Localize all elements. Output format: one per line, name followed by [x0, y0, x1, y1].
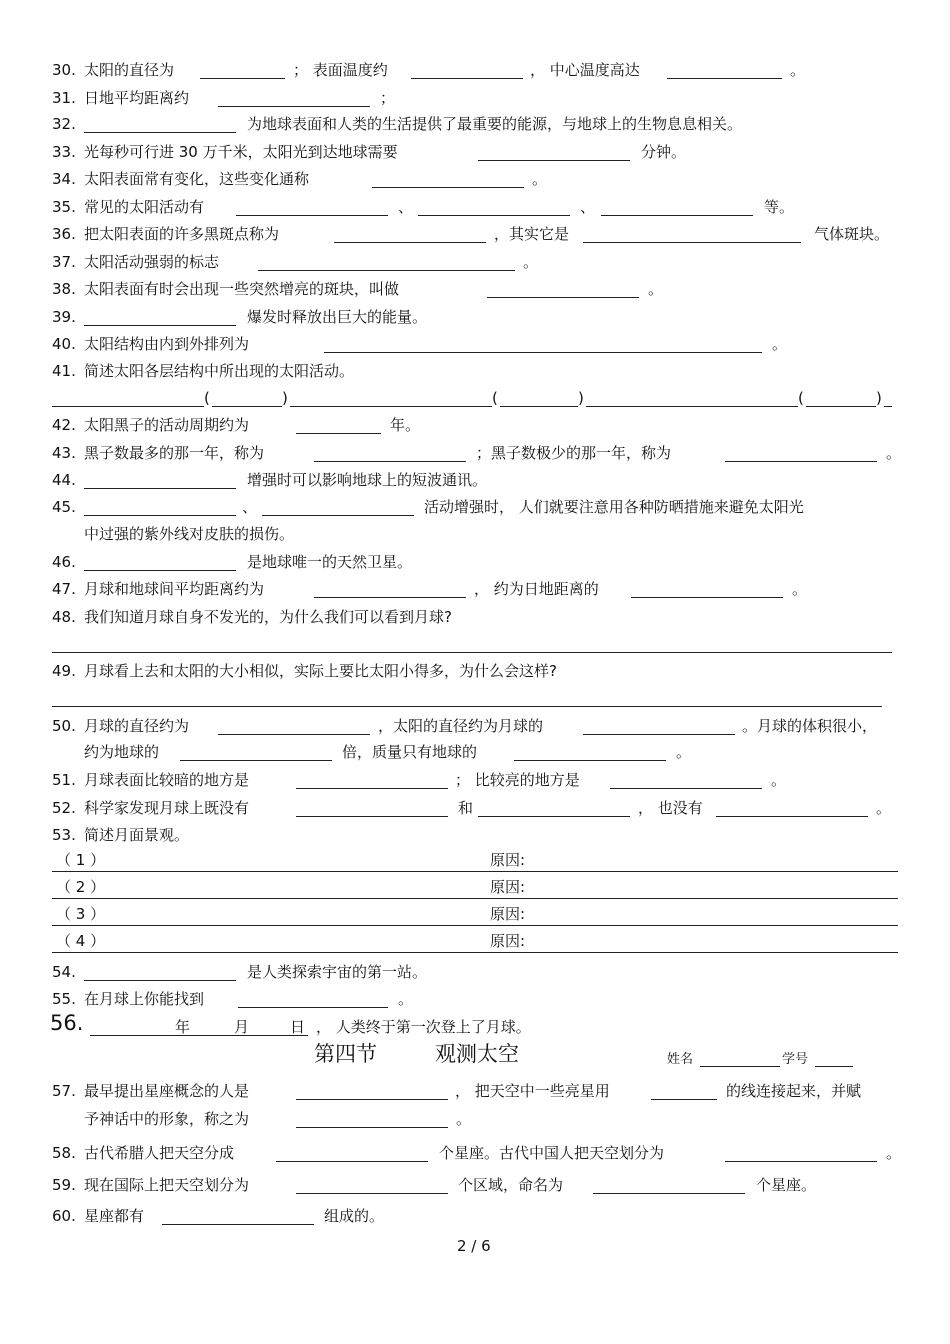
- question-number: 33.: [52, 143, 76, 161]
- question-41: [0, 362, 950, 380]
- question-text: 。: [532, 170, 548, 188]
- question-text: 组成的。: [324, 1207, 385, 1225]
- answer-blank[interactable]: [84, 570, 236, 571]
- question-text: 。月球的体积很小，: [742, 717, 878, 735]
- question-number: 40.: [52, 335, 76, 353]
- question-54: [0, 963, 950, 981]
- reason-label: 原因:: [490, 851, 526, 869]
- question-text: 月球和地球间平均距离约为: [84, 580, 265, 598]
- answer-blank[interactable]: [84, 980, 236, 981]
- question-text: 古代希腊人把天空分成: [84, 1144, 235, 1162]
- question-text: 个星座。: [756, 1176, 817, 1194]
- question-text: 常见的太阳活动有: [84, 198, 205, 216]
- answer-blank[interactable]: [296, 788, 448, 789]
- question-number: 57.: [52, 1082, 76, 1100]
- question-number: 37.: [52, 253, 76, 271]
- section-header: [0, 1042, 950, 1067]
- question-42: [0, 416, 950, 434]
- answer-blank[interactable]: [84, 325, 236, 326]
- question-text: ； 比较亮的地方是: [455, 771, 580, 789]
- question-number: 34.: [52, 170, 76, 188]
- question-52: [0, 799, 950, 817]
- question-text: 日地平均距离约: [84, 89, 190, 107]
- question-text: 、: [398, 198, 414, 216]
- question-number: 31.: [52, 89, 76, 107]
- answer-blank[interactable]: [212, 406, 282, 407]
- moon-feature-row: [0, 905, 950, 923]
- question-text: ， 人类终于第一次登上了月球。: [316, 1018, 531, 1036]
- question-text: 。: [648, 280, 664, 298]
- question-text: 太阳的直径为: [84, 61, 175, 79]
- question-43: [0, 444, 950, 462]
- question-number: 38.: [52, 280, 76, 298]
- page-footer: [0, 1237, 950, 1255]
- question-46: [0, 553, 950, 571]
- paren: (: [798, 389, 804, 407]
- question-text: 。: [523, 253, 539, 271]
- question-number: 39.: [52, 308, 76, 326]
- question-50-cont: [0, 743, 950, 761]
- paren: (: [492, 389, 498, 407]
- reason-label: 原因:: [490, 932, 526, 950]
- answer-blank[interactable]: [884, 406, 892, 407]
- answer-blank[interactable]: [610, 788, 762, 789]
- paren: ): [876, 389, 882, 407]
- question-text: 星座都有: [84, 1207, 145, 1225]
- question-text: 。: [676, 743, 692, 761]
- question-text: 现在国际上把天空划分为: [84, 1176, 250, 1194]
- question-text: 中过强的紫外线对皮肤的损伤。: [84, 525, 295, 543]
- answer-blank[interactable]: [258, 270, 515, 271]
- row-label: （ 3 ）: [56, 905, 106, 923]
- question-44: [0, 471, 950, 489]
- question-text: 太阳表面常有变化，这些变化通称: [84, 170, 310, 188]
- answer-blank[interactable]: [296, 1193, 448, 1194]
- question-number: 52.: [52, 799, 76, 817]
- question-text: ， 约为日地距离的: [474, 580, 599, 598]
- question-text: 黑子数最多的那一年，称为: [84, 444, 265, 462]
- question-text: 科学家发现月球上既没有: [84, 799, 250, 817]
- question-56: [0, 1011, 950, 1036]
- question-text: 为地球表面和人类的生活提供了最重要的能源，与地球上的生物息息相关。: [247, 115, 743, 133]
- question-text: 活动增强时， 人们就要注意用各种防晒措施来避免太阳光: [424, 498, 804, 516]
- question-32: [0, 115, 950, 133]
- paren: (: [204, 389, 210, 407]
- question-31: [0, 89, 950, 107]
- question-45-cont: [0, 525, 950, 543]
- question-text: 、: [242, 498, 258, 516]
- question-text: 分钟。: [641, 143, 687, 161]
- question-number: 50.: [52, 717, 76, 735]
- question-number: 44.: [52, 471, 76, 489]
- section-title: 第四节: [314, 1042, 377, 1066]
- question-text: 。: [886, 1144, 902, 1162]
- answer-blank[interactable]: [218, 734, 370, 735]
- question-text: 增强时可以影响地球上的短波通讯。: [247, 471, 488, 489]
- month-label: 月: [234, 1018, 250, 1036]
- answer-blank[interactable]: [314, 461, 466, 462]
- question-40: [0, 335, 950, 353]
- question-text: ；黑子数极少的那一年，称为: [476, 444, 672, 462]
- row-label: （ 4 ）: [56, 932, 106, 950]
- paren: ): [578, 389, 584, 407]
- question-text: 。: [886, 444, 902, 462]
- question-59: [0, 1176, 950, 1194]
- question-text: 。: [876, 799, 892, 817]
- answer-line[interactable]: [52, 952, 898, 953]
- question-text: 。: [772, 335, 788, 353]
- row-label: （ 2 ）: [56, 878, 106, 896]
- answer-blank[interactable]: [296, 1099, 448, 1100]
- question-text: 。: [456, 1110, 472, 1128]
- question-text: 把太阳表面的许多黑斑点称为: [84, 225, 280, 243]
- answer-line[interactable]: [52, 925, 898, 926]
- question-55: [0, 990, 950, 1008]
- answer-line[interactable]: [52, 871, 898, 872]
- question-number: 45.: [52, 498, 76, 516]
- question-50: [0, 717, 950, 735]
- question-49: [0, 662, 950, 680]
- answer-blank[interactable]: [236, 215, 388, 216]
- answer-line[interactable]: [52, 706, 882, 707]
- question-number: 47.: [52, 580, 76, 598]
- question-text: 我们知道月球自身不发光的，为什么我们可以看到月球?: [84, 608, 452, 626]
- answer-blank[interactable]: [162, 1224, 314, 1225]
- row-label: （ 1 ）: [56, 851, 106, 869]
- question-48: [0, 608, 950, 626]
- answer-blank[interactable]: [487, 297, 639, 298]
- moon-feature-row: [0, 851, 950, 869]
- question-35: [0, 198, 950, 216]
- question-text: 约为地球的: [84, 743, 160, 761]
- question-text: 、: [580, 198, 596, 216]
- question-text: 光每秒可行进 30 万千米，太阳光到达地球需要: [84, 143, 398, 161]
- question-34: [0, 170, 950, 188]
- question-36: [0, 225, 950, 243]
- question-number: 46.: [52, 553, 76, 571]
- answer-blank[interactable]: [262, 515, 414, 516]
- answer-blank[interactable]: [296, 433, 381, 434]
- answer-line[interactable]: [52, 898, 898, 899]
- moon-feature-row: [0, 932, 950, 950]
- question-text: 月球的直径约为: [84, 717, 190, 735]
- answer-blank[interactable]: [583, 734, 735, 735]
- question-47: [0, 580, 950, 598]
- question-30: [0, 61, 950, 79]
- answer-blank[interactable]: [84, 515, 236, 516]
- question-text: ， 也没有: [638, 799, 703, 817]
- question-41-answers: [0, 389, 950, 407]
- answer-blank[interactable]: [667, 78, 782, 79]
- answer-blank[interactable]: [514, 760, 666, 761]
- question-number: 35.: [52, 198, 76, 216]
- answer-blank[interactable]: [314, 597, 466, 598]
- question-text: 的线连接起来，并赋: [726, 1082, 862, 1100]
- answer-blank[interactable]: [601, 215, 753, 216]
- question-text: 予神话中的形象，称之为: [84, 1110, 250, 1128]
- answer-blank[interactable]: [180, 760, 332, 761]
- answer-blank[interactable]: [478, 160, 630, 161]
- question-text: 是地球唯一的天然卫星。: [247, 553, 413, 571]
- question-number: 51.: [52, 771, 76, 789]
- answer-blank[interactable]: [725, 1161, 877, 1162]
- answer-blank[interactable]: [296, 816, 448, 817]
- page-number: 2 / 6: [457, 1237, 491, 1255]
- question-33: [0, 143, 950, 161]
- answer-blank[interactable]: [478, 816, 630, 817]
- question-text: 倍，质量只有地球的: [342, 743, 478, 761]
- question-text: 。: [771, 771, 787, 789]
- question-text: 最早提出星座概念的人是: [84, 1082, 250, 1100]
- reason-label: 原因:: [490, 905, 526, 923]
- answer-blank[interactable]: [593, 1193, 745, 1194]
- question-number: 59.: [52, 1176, 76, 1194]
- question-text: ；: [380, 89, 396, 107]
- answer-blank[interactable]: [631, 597, 783, 598]
- answer-blank[interactable]: [651, 1099, 717, 1100]
- question-45: [0, 498, 950, 516]
- answer-blank[interactable]: [334, 242, 486, 243]
- question-51: [0, 771, 950, 789]
- answer-blank[interactable]: [238, 1007, 388, 1008]
- question-text: 是人类探索宇宙的第一站。: [247, 963, 428, 981]
- question-text: 年。: [390, 416, 421, 434]
- question-60: [0, 1207, 950, 1225]
- answer-blank[interactable]: [500, 406, 578, 407]
- question-number: 48.: [52, 608, 76, 626]
- question-53: [0, 826, 950, 844]
- question-text: 太阳活动强弱的标志: [84, 253, 220, 271]
- question-text: 爆发时释放出巨大的能量。: [247, 308, 428, 326]
- question-number: 55.: [52, 990, 76, 1008]
- question-58: [0, 1144, 950, 1162]
- question-number: 53.: [52, 826, 76, 844]
- question-text: 在月球上你能找到: [84, 990, 205, 1008]
- answer-blank[interactable]: [52, 406, 204, 407]
- reason-label: 原因:: [490, 878, 526, 896]
- paren: ): [282, 389, 288, 407]
- date-blank[interactable]: [90, 1035, 308, 1036]
- question-text: 太阳结构由内到外排列为: [84, 335, 250, 353]
- question-text: 等。: [764, 198, 795, 216]
- question-text: 太阳表面有时会出现一些突然增亮的斑块，叫做: [84, 280, 400, 298]
- answer-blank[interactable]: [586, 406, 798, 407]
- question-number: 58.: [52, 1144, 76, 1162]
- question-39: [0, 308, 950, 326]
- question-text: 个区域，命名为: [458, 1176, 564, 1194]
- question-text: 太阳黑子的活动周期约为: [84, 416, 250, 434]
- answer-blank[interactable]: [725, 461, 877, 462]
- answer-blank[interactable]: [84, 132, 236, 133]
- answer-blank[interactable]: [324, 352, 762, 353]
- answer-blank[interactable]: [276, 1161, 428, 1162]
- question-text: 简述太阳各层结构中所出现的太阳活动。: [84, 362, 355, 380]
- section-subtitle: 观测太空: [435, 1042, 519, 1066]
- question-text: 和: [458, 799, 474, 817]
- question-text: ，太阳的直径约为月球的: [378, 717, 544, 735]
- question-text: ，其实它是: [494, 225, 570, 243]
- question-38: [0, 280, 950, 298]
- name-label: 姓名: [667, 1052, 694, 1067]
- year-label: 年: [175, 1018, 191, 1036]
- question-number: 30.: [52, 61, 76, 79]
- question-text: 。: [398, 990, 414, 1008]
- answer-blank[interactable]: [372, 187, 524, 188]
- question-text: ； 表面温度约: [293, 61, 388, 79]
- question-text: 气体斑块。: [814, 225, 890, 243]
- question-number: 43.: [52, 444, 76, 462]
- student-id-field[interactable]: [815, 1066, 853, 1067]
- moon-feature-row: [0, 878, 950, 896]
- question-text: 。: [792, 580, 808, 598]
- question-text: ， 中心温度高达: [530, 61, 640, 79]
- answer-blank[interactable]: [418, 215, 570, 216]
- question-text: 月球看上去和太阳的大小相似，实际上要比太阳小得多，为什么会这样?: [84, 662, 557, 680]
- student-id-label: 学号: [782, 1052, 809, 1067]
- question-number: 54.: [52, 963, 76, 981]
- answer-blank[interactable]: [200, 78, 285, 79]
- question-text: 个星座。古代中国人把天空划分为: [439, 1144, 665, 1162]
- question-number: 56.: [50, 1011, 84, 1035]
- question-57: [0, 1082, 950, 1100]
- question-57-cont: [0, 1110, 950, 1128]
- name-field[interactable]: [700, 1066, 780, 1067]
- answer-blank[interactable]: [806, 406, 876, 407]
- answer-blank[interactable]: [296, 1127, 448, 1128]
- day-label: 日: [290, 1018, 306, 1036]
- answer-blank[interactable]: [583, 242, 801, 243]
- question-text: 简述月面景观。: [84, 826, 190, 844]
- answer-blank[interactable]: [411, 78, 523, 79]
- question-number: 42.: [52, 416, 76, 434]
- answer-blank[interactable]: [716, 816, 868, 817]
- question-text: ， 把天空中一些亮星用: [455, 1082, 610, 1100]
- question-number: 36.: [52, 225, 76, 243]
- question-37: [0, 253, 950, 271]
- question-number: 60.: [52, 1207, 76, 1225]
- answer-line[interactable]: [52, 652, 892, 653]
- answer-blank[interactable]: [84, 488, 236, 489]
- answer-blank[interactable]: [218, 106, 370, 107]
- question-text: 月球表面比较暗的地方是: [84, 771, 250, 789]
- answer-blank[interactable]: [290, 406, 492, 407]
- question-number: 49.: [52, 662, 76, 680]
- question-number: 41.: [52, 362, 76, 380]
- question-text: 。: [790, 61, 806, 79]
- question-number: 32.: [52, 115, 76, 133]
